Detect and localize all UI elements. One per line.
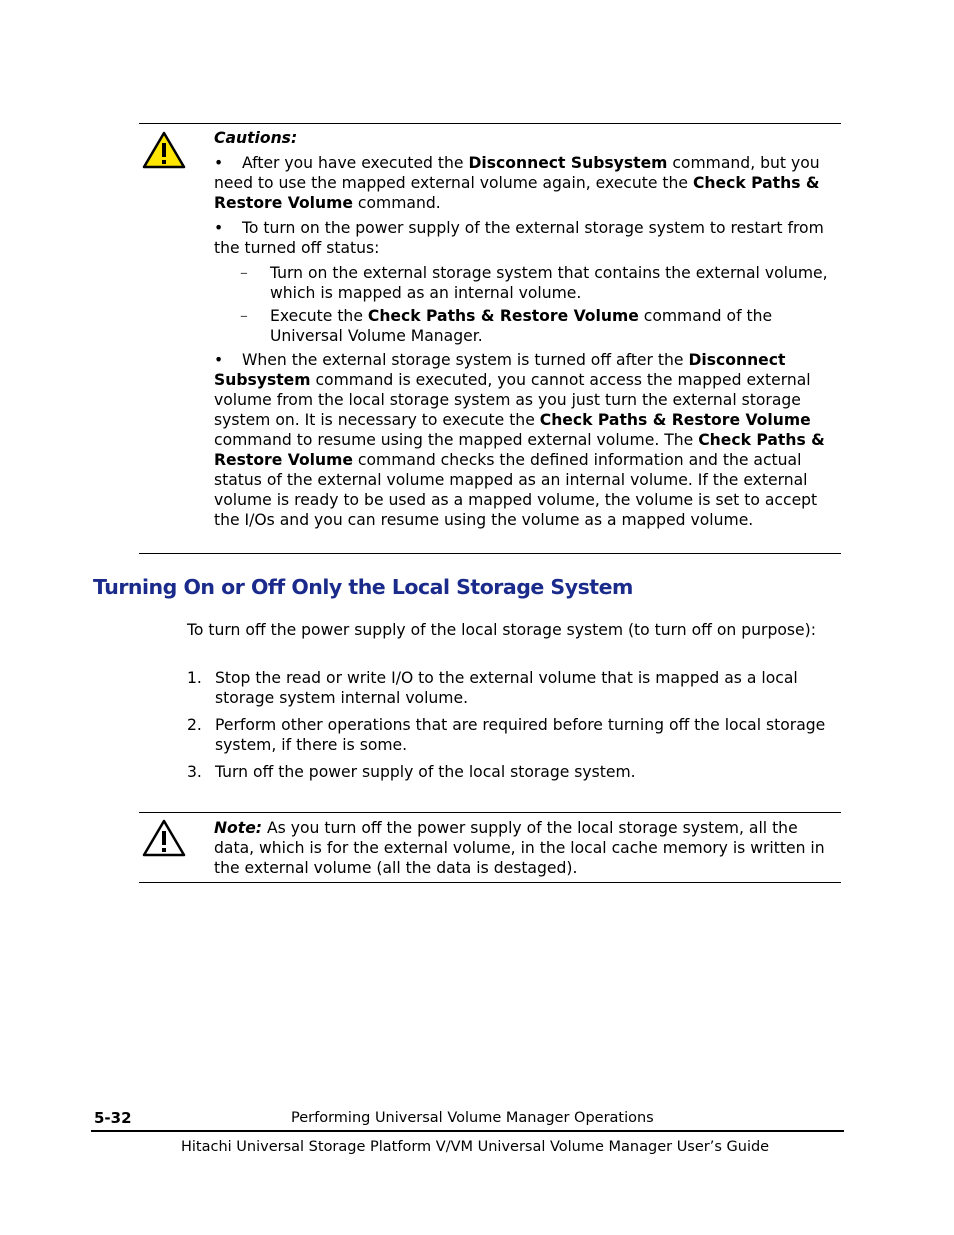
footer-book-title: Hitachi Universal Storage Platform V/VM Universal Volume Manager User’s Guide: [181, 1139, 770, 1155]
note-box: [139, 812, 841, 883]
footer-divider: [91, 1130, 844, 1132]
footer-section-title: Performing Universal Volume Manager Operations: [291, 1110, 654, 1126]
caution-bullet-3: • When the external storage system is turned off after the Disconnect Subsystem command is executed, you cannot access the mapped external volume from the local storage system as you just turn the external storage system on. It is necessary to execute the Check Paths & Restore Volume command to resume using the mapped external volume. The Check Paths & Restore Volume command checks the defined information and the actual status of the external volume mapped as an internal volume. If the external volume is ready to be used as a mapped volume, the volume is set to accept the I/Os and you can resume using the volume as a mapped volume.: [214, 351, 825, 529]
step-item: 3. Turn off the power supply of the local storage system.: [187, 763, 636, 781]
section-heading: Turning On or Off Only the Local Storage System: [93, 575, 633, 599]
caution-subitem-2: – Execute the Check Paths & Restore Volume command of the Universal Volume Manager.: [240, 307, 773, 345]
steps-list: [187, 668, 847, 782]
warning-triangle-outline-icon: [141, 818, 187, 858]
caution-bullet-2: • To turn on the power supply of the external storage system to restart from the turned off status:: [214, 219, 824, 257]
step-item: 2. Perform other operations that are required before turning off the local storage system, if there is some.: [187, 716, 826, 754]
section-intro: To turn off the power supply of the local storage system (to turn off on purpose):: [187, 621, 816, 639]
note-content: [214, 818, 841, 878]
step-item: 1. Stop the read or write I/O to the external volume that is mapped as a local storage system internal volume.: [187, 669, 798, 707]
page-number: 5-32: [94, 1109, 132, 1127]
caution-box: [139, 123, 841, 554]
caution-subitem-1: – Turn on the external storage system that contains the external volume, which is mapped as an internal volume.: [240, 264, 828, 302]
caution-title: Cautions:: [214, 129, 298, 147]
note-text: Note: As you turn off the power supply of the local storage system, all the data, which is for the external volume, in the local cache memory is written in the external volume (all the data is destaged).: [214, 819, 825, 877]
warning-triangle-icon: [141, 130, 187, 170]
caution-content: [214, 128, 841, 530]
caution-bullet-1: • After you have executed the Disconnect Subsystem command, but you need to use the mapped external volume again, execute the Check Paths & Restore Volume command.: [214, 154, 820, 212]
